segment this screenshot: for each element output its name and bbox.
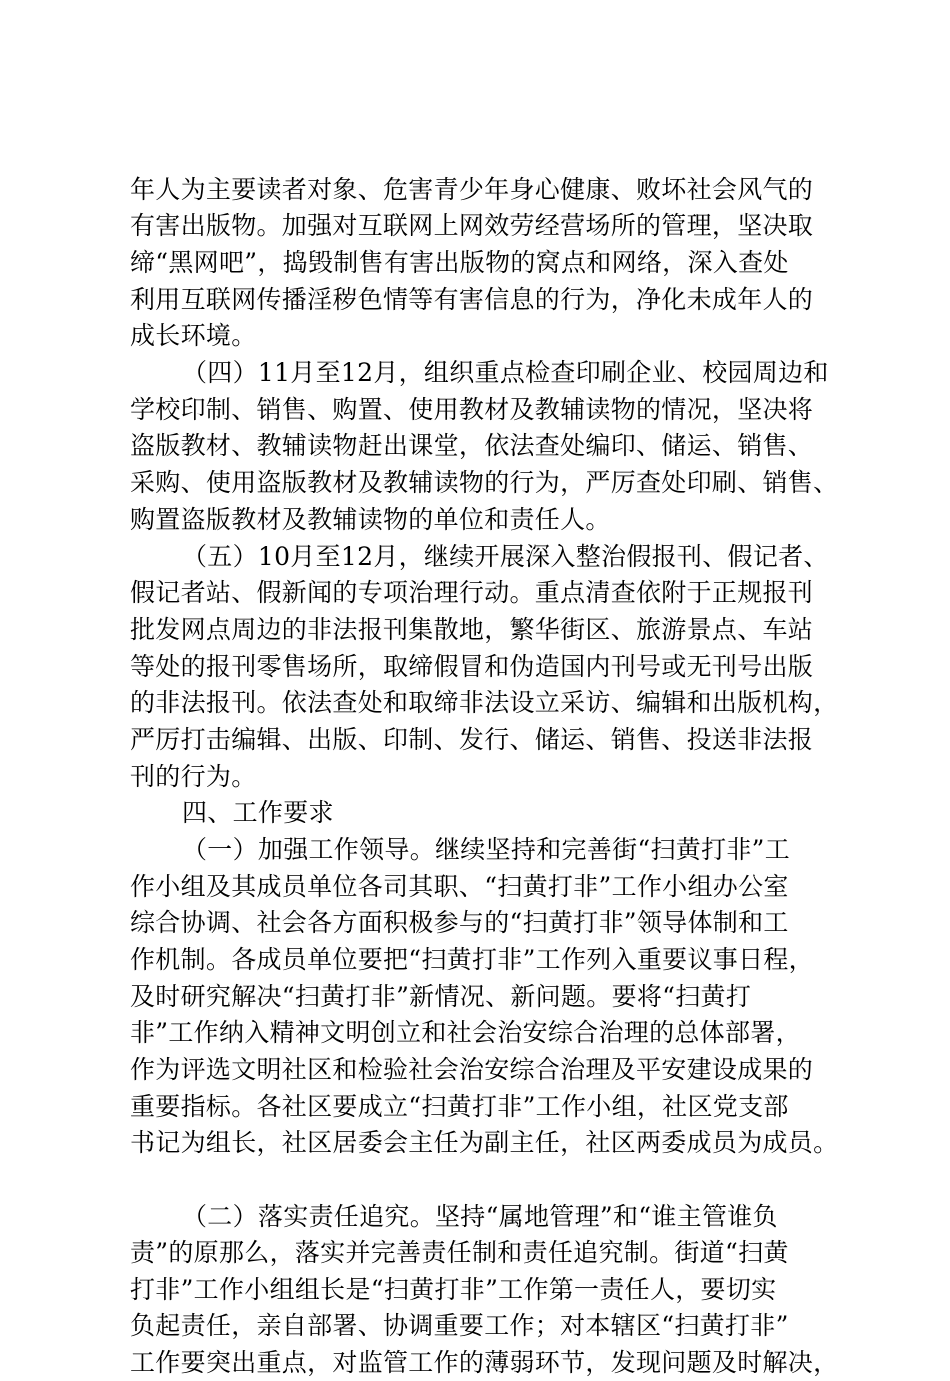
text-line: 的非法报刊。依法查处和取缔非法设立采访、编辑和出版机构， [130,688,839,717]
text-line: 年人为主要读者对象、危害青少年身心健康、败坏社会风气的 [130,175,814,204]
text-line: 责”的原那么，落实并完善责任制和责任追究制。街道“扫黄 [130,1238,789,1267]
text-line: 作小组及其成员单位各司其职、“扫黄打非”工作小组办公室 [130,872,789,901]
text-line: 利用互联网传播淫秽色情等有害信息的行为，净化未成年人的 [130,285,814,314]
paragraph-start-line: （一）加强工作领导。继续坚持和完善街“扫黄打非”工 [182,835,791,864]
text-line: 等处的报刊零售场所，取缔假冒和伪造国内刊号或无刊号出版 [130,652,814,681]
paragraph-start-line: （二）落实责任追究。坚持“属地管理”和“谁主管谁负 [182,1202,778,1231]
text-line: 负起责任，亲自部署、协调重要工作；对本辖区“扫黄打非” [130,1311,789,1340]
paragraph-start-line: （四）11月至12月，组织重点检查印刷企业、校园周边和 [182,358,829,387]
text-line: 作为评选文明社区和检验社会治安综合治理及平安建设成果的 [130,1055,814,1084]
text-line: 工作要突出重点，对监管工作的薄弱环节，发现问题及时解决， [130,1348,839,1377]
text-line: 重要指标。各社区要成立“扫黄打非”工作小组，社区党支部 [130,1092,789,1121]
text-line: 打非”工作小组组长是“扫黄打非”工作第一责任人，要切实 [130,1275,777,1304]
text-line: 批发网点周边的非法报刊集散地，繁华街区、旅游景点、车站 [130,615,814,644]
section-heading: 四、工作要求 [182,798,334,827]
text-line: 刊的行为。 [130,762,257,791]
text-line: 成长环境。 [130,321,257,350]
text-line: 作机制。各成员单位要把“扫黄打非”工作列入重要议事日程， [130,945,814,974]
text-line: 综合协调、社会各方面积极参与的“扫黄打非”领导体制和工 [130,908,789,937]
text-line: 学校印制、销售、购置、使用教材及教辅读物的情况，坚决将 [130,395,814,424]
document-page [130,0,839,1377]
text-line: 采购、使用盗版教材及教辅读物的行为，严厉查处印刷、销售、 [130,468,839,497]
text-line: 非”工作纳入精神文明创立和社会治安综合治理的总体部署， [130,1018,801,1047]
text-line: 及时研究解决“扫黄打非”新情况、新问题。要将“扫黄打 [130,982,752,1011]
text-line: 严厉打击编辑、出版、印制、发行、储运、销售、投送非法报 [130,725,814,754]
text-line: 购置盗版教材及教辅读物的单位和责任人。 [130,505,611,534]
text-line: 有害出版物。加强对互联网上网效劳经营场所的管理，坚决取 [130,211,814,240]
text-line: 盗版教材、教辅读物赶出课堂，依法查处编印、储运、销售、 [130,431,814,460]
paragraph-start-line: （五）10月至12月，继续开展深入整治假报刊、假记者、 [182,542,829,571]
text-line: 书记为组长，社区居委会主任为副主任，社区两委成员为成员。 [130,1128,839,1157]
text-line: 缔“黑网吧”，捣毁制售有害出版物的窝点和网络，深入查处 [130,248,789,277]
text-line: 假记者站、假新闻的专项治理行动。重点清查依附于正规报刊 [130,578,814,607]
